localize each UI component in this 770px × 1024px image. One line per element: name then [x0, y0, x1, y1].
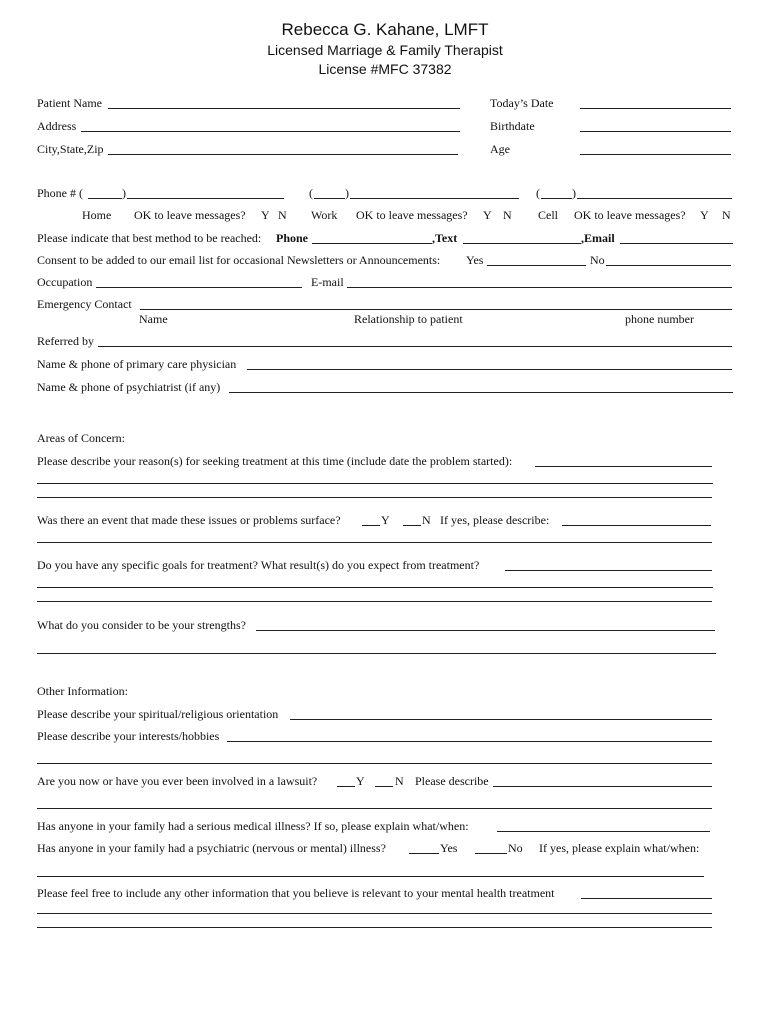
home-phone-field[interactable] [127, 198, 284, 199]
psychiatrist-field[interactable] [229, 392, 733, 393]
event-yes-field[interactable] [362, 525, 380, 526]
triggering-event-question: Was there an event that made these issues or problems surface? [37, 513, 341, 527]
todays-date-label: Today’s Date [490, 96, 554, 110]
age-field[interactable] [580, 154, 731, 155]
additional-info-field-line-3[interactable] [37, 927, 712, 928]
event-describe-field[interactable] [562, 525, 711, 526]
home-yes-option[interactable]: Y [261, 208, 270, 222]
paren-close-work: ) [345, 186, 349, 200]
spiritual-orientation-question: Please describe your spiritual/religious orientation [37, 707, 279, 721]
psychiatrist-label: Name & phone of psychiatrist (if any) [37, 380, 221, 394]
cell-label: Cell [538, 208, 558, 222]
psych-explain-field[interactable] [37, 876, 704, 877]
city-state-zip-field[interactable] [108, 154, 458, 155]
cell-yes-option[interactable]: Y [700, 208, 709, 222]
event-yes-label: Y [381, 513, 390, 527]
email-label: E-mail [311, 275, 344, 289]
emergency-contact-label: Emergency Contact [37, 297, 132, 311]
age-label: Age [490, 142, 510, 156]
home-no-option[interactable]: N [278, 208, 287, 222]
method-email-label: ,Email [581, 231, 615, 245]
lawsuit-describe-field[interactable] [493, 786, 712, 787]
strengths-field-line-2[interactable] [37, 653, 716, 654]
primary-physician-field[interactable] [247, 369, 732, 370]
interests-hobbies-question: Please describe your interests/hobbies [37, 729, 220, 743]
additional-info-field-line-2[interactable] [37, 913, 712, 914]
method-email-field[interactable] [620, 243, 733, 244]
primary-physician-label: Name & phone of primary care physician [37, 357, 237, 371]
areas-of-concern-heading: Areas of Concern: [37, 431, 125, 445]
email-field[interactable] [347, 287, 732, 288]
paren-close-home: ) [122, 186, 126, 200]
todays-date-field[interactable] [580, 108, 731, 109]
lawsuit-no-label: N [395, 774, 404, 788]
goals-field-line-1[interactable] [505, 570, 712, 571]
method-phone-field[interactable] [312, 243, 432, 244]
home-ok-messages: OK to leave messages? [134, 208, 246, 222]
reason-field-line-2[interactable] [37, 483, 713, 484]
strengths-field-line-1[interactable] [256, 630, 715, 631]
lawsuit-yes-field[interactable] [337, 786, 355, 787]
spiritual-orientation-field[interactable] [290, 719, 712, 720]
event-no-label: N [422, 513, 431, 527]
consent-no-label: No [590, 253, 605, 267]
interests-hobbies-field[interactable] [227, 741, 712, 742]
lawsuit-question: Are you now or have you ever been involved in a lawsuit? [37, 774, 318, 788]
interests-hobbies-line-2[interactable] [37, 763, 712, 764]
contact-method-prompt: Please indicate that best method to be reached: [37, 231, 262, 245]
lawsuit-describe-label: Please describe [415, 774, 489, 788]
therapist-name: Rebecca G. Kahane, LMFT [281, 20, 489, 39]
cell-area-code-field[interactable] [541, 198, 572, 199]
goals-field-line-2[interactable] [37, 587, 713, 588]
address-field[interactable] [81, 131, 460, 132]
event-describe-line-2[interactable] [37, 542, 712, 543]
lawsuit-yes-label: Y [356, 774, 365, 788]
patient-name-label: Patient Name [37, 96, 102, 110]
cell-no-option[interactable]: N [722, 208, 731, 222]
event-describe-label: If yes, please describe: [440, 513, 550, 527]
method-phone-label: Phone [276, 231, 309, 245]
newsletter-consent-text: Consent to be added to our email list for occasional Newsletters or Announcements: [37, 253, 441, 267]
work-label: Work [311, 208, 338, 222]
treatment-goals-question: Do you have any specific goals for treatment? What result(s) do you expect from treatment? [37, 558, 480, 572]
psych-no-field[interactable] [475, 853, 507, 854]
family-psychiatric-illness-question: Has anyone in your family had a psychiatric (nervous or mental) illness? [37, 841, 386, 855]
family-medical-illness-field[interactable] [497, 831, 710, 832]
cell-phone-field[interactable] [577, 198, 732, 199]
method-text-field[interactable] [463, 243, 581, 244]
phone-label: Phone # ( [37, 186, 83, 200]
occupation-field[interactable] [96, 287, 302, 288]
consent-yes-label: Yes [466, 253, 484, 267]
additional-information-prompt: Please feel free to include any other information that you believe is relevant to your mental health treatment [37, 886, 555, 900]
work-phone-field[interactable] [350, 198, 519, 199]
family-medical-illness-question: Has anyone in your family had a serious medical illness? If so, please explain what/when: [37, 819, 469, 833]
home-area-code-field[interactable] [88, 198, 122, 199]
paren-open-cell: ( [536, 186, 540, 200]
emergency-phone-caption: phone number [625, 312, 694, 326]
city-state-zip-label: City,State,Zip [37, 142, 104, 156]
other-information-heading: Other Information: [37, 684, 128, 698]
home-label: Home [82, 208, 112, 222]
cell-ok-messages: OK to leave messages? [574, 208, 686, 222]
psych-yes-field[interactable] [409, 853, 439, 854]
paren-open-work: ( [309, 186, 313, 200]
method-text-label: ,Text [432, 231, 458, 245]
strengths-question: What do you consider to be your strengths? [37, 618, 246, 632]
work-no-option[interactable]: N [503, 208, 512, 222]
psych-no-label: No [508, 841, 523, 855]
lawsuit-no-field[interactable] [375, 786, 393, 787]
referred-by-field[interactable] [98, 346, 732, 347]
reason-field-line-1[interactable] [535, 466, 712, 467]
birthdate-label: Birthdate [490, 119, 535, 133]
lawsuit-describe-line-2[interactable] [37, 808, 712, 809]
emergency-name-caption: Name [139, 312, 168, 326]
paren-close-cell: ) [572, 186, 576, 200]
occupation-label: Occupation [37, 275, 93, 289]
reason-field-line-3[interactable] [37, 497, 712, 498]
therapist-title: Licensed Marriage & Family Therapist [267, 42, 503, 58]
referred-by-label: Referred by [37, 334, 94, 348]
birthdate-field[interactable] [580, 131, 731, 132]
patient-name-field[interactable] [108, 108, 460, 109]
license-number: License #MFC 37382 [318, 61, 452, 77]
additional-info-field-line-1[interactable] [581, 898, 712, 899]
work-ok-messages: OK to leave messages? [356, 208, 468, 222]
work-area-code-field[interactable] [314, 198, 345, 199]
address-label: Address [37, 119, 77, 133]
goals-field-line-3[interactable] [37, 601, 712, 602]
reason-for-treatment-question: Please describe your reason(s) for seeking treatment at this time (include date the problem started): [37, 454, 513, 468]
emergency-contact-field[interactable] [140, 309, 732, 310]
event-no-field[interactable] [403, 525, 421, 526]
emergency-relationship-caption: Relationship to patient [354, 312, 463, 326]
psych-yes-label: Yes [440, 841, 458, 855]
work-yes-option[interactable]: Y [483, 208, 492, 222]
consent-yes-field[interactable] [487, 265, 586, 266]
psych-explain-label: If yes, please explain what/when: [539, 841, 700, 855]
consent-no-field[interactable] [606, 265, 731, 266]
